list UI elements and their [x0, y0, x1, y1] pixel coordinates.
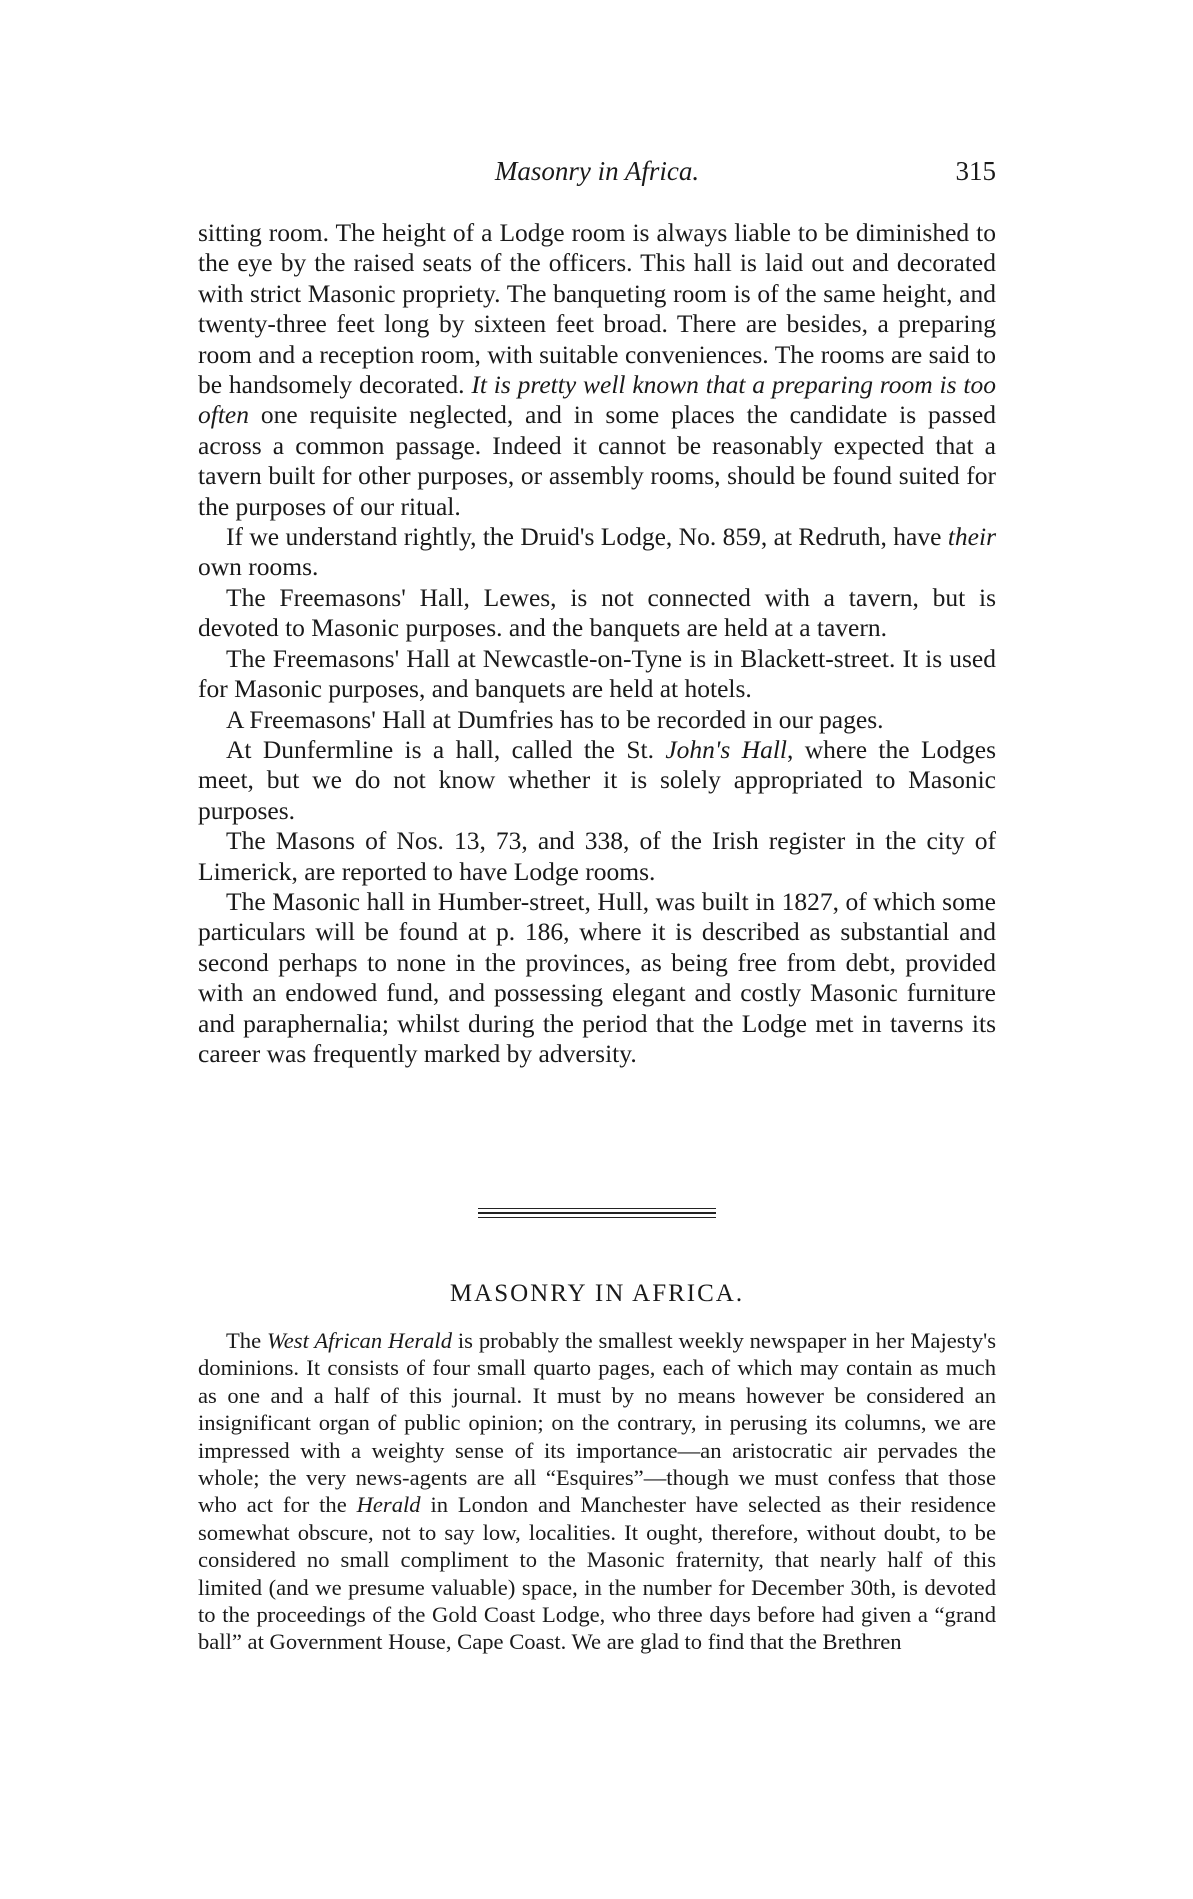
paragraph	[198, 1327, 996, 1656]
paragraph	[198, 705, 996, 735]
page-number: 315	[955, 156, 996, 186]
paragraph-text: At Dunfermline is a hall, called the St.	[226, 734, 666, 764]
paragraph-italic: their	[947, 522, 996, 552]
paragraph-text: The Freemasons' Hall, Lewes, is not connected with a tavern, but is devoted to Masonic purposes. and the banquets are held at a tavern.	[198, 582, 996, 643]
paragraph-text: one requisite neglected, and in some places the candidate is passed across a common passage. Indeed it cannot be reasonably expected that a tavern built for other purposes, or assembly rooms, should be found suited for the purposes of our ritual.	[198, 400, 996, 521]
paragraph-italic: It is pretty well known that a preparing room is too often	[198, 370, 996, 430]
paragraph	[198, 522, 996, 583]
paragraph	[198, 887, 996, 1069]
paragraph-text: The Masonic hall in Humber-street, Hull, was built in 1827, of which some particulars will be found at p. 186, where it is described as substantial and second perhaps to none in the provinces, as being free from debt, provided with an endowed fund, and possessing elegant and costly Masonic furniture and paraphernalia; whilst during the period that the Lodge met in taverns its career was frequently marked by adversity.	[198, 886, 996, 1068]
paragraph-text: A Freemasons' Hall at Dumfries has to be recorded in our pages.	[226, 704, 884, 734]
paragraph-italic: John's Hall	[665, 734, 788, 764]
article-body	[198, 218, 996, 1069]
divider-line	[478, 1217, 716, 1218]
paragraph	[198, 583, 996, 644]
section-heading: MASONRY IN AFRICA.	[449, 1280, 745, 1307]
paragraph-text: sitting room. The height of a Lodge room is always liable to be diminished to the eye by the raised seats of the officers. This hall is laid out and decorated with strict Masonic propriety. The banqueting room is of the same height, and twenty-three feet long by sixteen feet broad. There are besides, a preparing room and a reception room, with suitable conveniences. The rooms are said to be handsomely decorated.	[198, 218, 996, 400]
paragraph-text: The Freemasons' Hall at Newcastle-on-Tyne is in Blackett-street. It is used for Masonic purposes, and banquets are held at hotels.	[198, 643, 996, 704]
divider-line	[478, 1212, 716, 1214]
paragraph	[198, 644, 996, 705]
paragraph-text: If we understand rightly, the Druid's Lodge, No. 859, at Redruth, have	[226, 522, 948, 552]
paragraph-text: is probably the smallest weekly newspaper in her Majesty's dominions. It consists of four small quarto pages, each of which may contain as much as one and a half of this journal. It must by no means however be considered an insignificant organ of public opinion; on the contrary, in perusing its columns, we are impressed with a weighty sense of its importance—an aristocratic air pervades the whole; the very news-agents are all “Esquires”—though we must confess that those who act for the	[198, 1328, 996, 1518]
divider-line	[478, 1208, 716, 1209]
paragraph	[198, 826, 996, 887]
paragraph-text: The	[226, 1328, 268, 1353]
section-body	[198, 1327, 996, 1656]
running-title: Masonry in Africa.	[494, 156, 700, 186]
paragraph-text: The Masons of Nos. 13, 73, and 338, of the Irish register in the city of Limerick, are reported to have Lodge rooms.	[198, 826, 996, 886]
newspaper-title: West African Herald	[267, 1328, 453, 1353]
paragraph	[198, 218, 996, 522]
running-head	[198, 156, 996, 196]
paragraph-text: in London and Manchester have selected as their residence somewhat obscure, not to say low, localities. It ought, therefore, without doubt, to be considered no small compliment to the Masonic fraternity, that nearly half of this limited (and we presume valuable) space, in the number for December 30th, is devoted to the proceedings of the Gold Coast Lodge, who three days before had given a “grand ball” at Government House, Cape Coast. We are glad to find that the Brethren	[198, 1492, 996, 1655]
paragraph-text: own rooms.	[198, 552, 319, 582]
paragraph	[198, 735, 996, 826]
paragraph-text: , where the Lodges meet, but we do not know whether it is solely appropriated to Masonic purposes.	[198, 734, 997, 825]
newspaper-title: Herald	[356, 1492, 421, 1518]
section-divider	[478, 1208, 716, 1218]
